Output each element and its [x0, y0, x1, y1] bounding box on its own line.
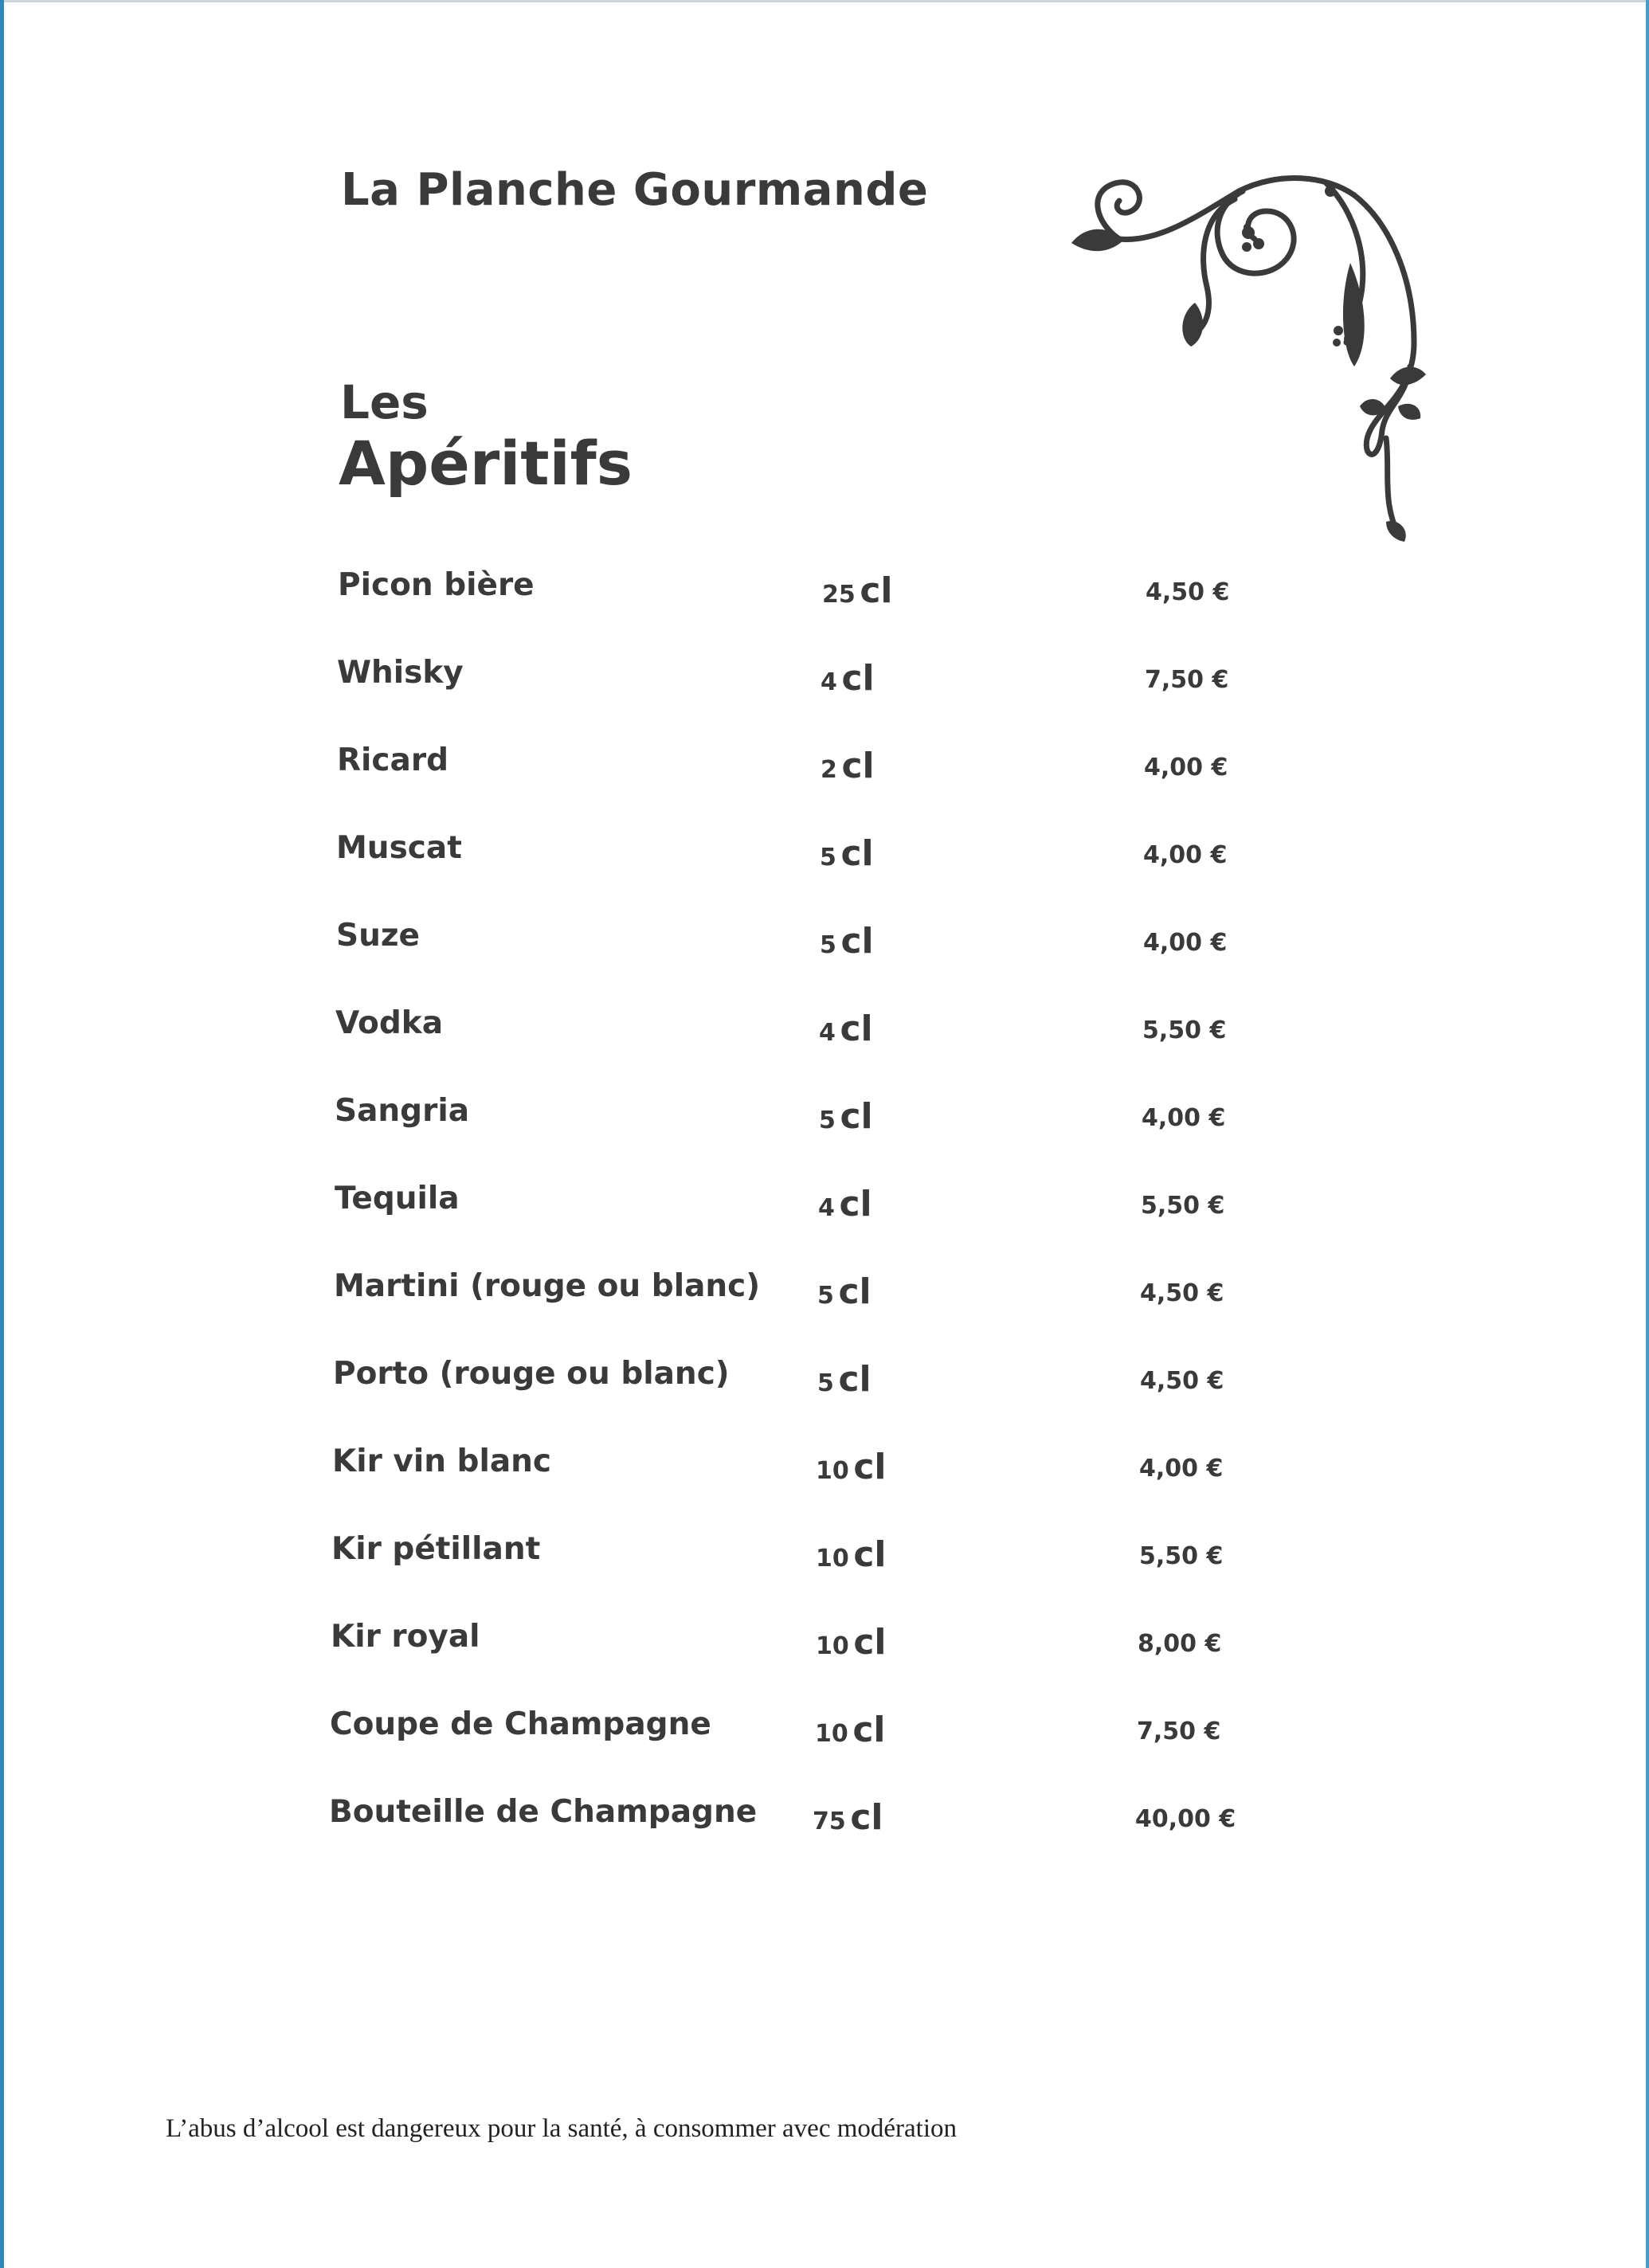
- volume-number: 4: [821, 668, 837, 696]
- section-heading-aperitifs: Apéritifs: [339, 428, 633, 499]
- volume-number: 25: [822, 581, 856, 609]
- volume-number: 5: [817, 1282, 834, 1310]
- item-volume: [821, 658, 875, 699]
- menu-row: [0, 830, 1649, 894]
- item-volume: [820, 833, 874, 874]
- volume-number: 4: [819, 1019, 836, 1047]
- item-price: 4,50 €: [1140, 1279, 1224, 1307]
- menu-row: [0, 918, 1649, 981]
- item-name: Kir pétillant: [331, 1531, 541, 1567]
- item-price: 8,00 €: [1138, 1630, 1222, 1658]
- volume-number: 10: [816, 1632, 849, 1660]
- item-price: 40,00 €: [1135, 1805, 1236, 1833]
- volume-unit: cl: [840, 1009, 873, 1049]
- volume-unit: cl: [839, 1184, 872, 1224]
- item-volume: [821, 746, 875, 786]
- item-name: Bouteille de Champagne: [329, 1794, 758, 1830]
- volume-number: 10: [816, 1457, 849, 1485]
- volume-number: 75: [813, 1808, 846, 1835]
- volume-unit: cl: [838, 1271, 872, 1312]
- volume-number: 10: [816, 1545, 849, 1573]
- volume-number: 5: [820, 931, 836, 959]
- item-name: Vodka: [335, 1005, 444, 1041]
- item-price: 4,00 €: [1144, 754, 1228, 781]
- item-name: Porto (rouge ou blanc): [333, 1356, 730, 1392]
- item-name: Tequila: [335, 1181, 460, 1216]
- footer-health-warning: L’abus d’alcool est dangereux pour la santé, à consommer avec modération: [166, 2114, 958, 2143]
- item-volume: [813, 1797, 883, 1838]
- item-name: Ricard: [337, 742, 448, 778]
- volume-unit: cl: [841, 658, 875, 699]
- item-volume: [818, 1184, 872, 1224]
- item-price: 4,50 €: [1146, 578, 1230, 606]
- item-price: 5,50 €: [1141, 1192, 1225, 1220]
- volume-unit: cl: [860, 570, 893, 611]
- item-volume: [819, 1096, 873, 1137]
- item-volume: [817, 1359, 872, 1400]
- item-price: 5,50 €: [1142, 1016, 1227, 1044]
- menu-row: [0, 1706, 1649, 1770]
- item-name: Kir vin blanc: [332, 1443, 552, 1479]
- menu-row: [0, 1181, 1649, 1244]
- volume-number: 2: [821, 756, 837, 784]
- volume-unit: cl: [840, 921, 874, 962]
- volume-unit: cl: [850, 1797, 883, 1838]
- item-price: 4,00 €: [1142, 1104, 1226, 1132]
- restaurant-name: La Planche Gourmande: [341, 164, 929, 216]
- item-volume: [816, 1447, 887, 1487]
- item-price: 5,50 €: [1139, 1542, 1224, 1570]
- volume-number: 5: [820, 844, 836, 872]
- menu-row: [0, 1005, 1649, 1069]
- volume-unit: cl: [853, 1534, 887, 1575]
- menu-row: [0, 567, 1649, 631]
- item-name: Martini (rouge ou blanc): [334, 1268, 761, 1304]
- item-price: 7,50 €: [1137, 1718, 1221, 1745]
- volume-unit: cl: [853, 1447, 887, 1487]
- menu-row: [0, 1093, 1649, 1157]
- item-name: Kir royal: [331, 1619, 480, 1655]
- menu-row: [0, 655, 1649, 719]
- item-name: Sangria: [335, 1093, 470, 1129]
- volume-unit: cl: [838, 1359, 872, 1400]
- item-volume: [819, 1009, 873, 1049]
- menu-row: [0, 1531, 1649, 1595]
- item-price: 7,50 €: [1145, 666, 1229, 694]
- volume-unit: cl: [841, 746, 875, 786]
- volume-unit: cl: [853, 1622, 887, 1663]
- item-name: Muscat: [336, 830, 462, 866]
- item-name: Whisky: [337, 655, 464, 691]
- item-volume: [817, 1271, 872, 1312]
- menu-row: [0, 1794, 1649, 1858]
- volume-number: 5: [817, 1369, 834, 1397]
- menu-row: [0, 1268, 1649, 1332]
- item-price: 4,00 €: [1139, 1455, 1224, 1483]
- menu-row: [0, 742, 1649, 806]
- item-name: Suze: [336, 918, 421, 954]
- menu-row: [0, 1356, 1649, 1420]
- menu-row: [0, 1443, 1649, 1507]
- item-volume: [820, 921, 874, 962]
- item-price: 4,00 €: [1143, 841, 1228, 869]
- volume-unit: cl: [840, 833, 874, 874]
- volume-number: 5: [819, 1107, 836, 1134]
- menu-row: [0, 1619, 1649, 1682]
- volume-unit: cl: [852, 1710, 886, 1750]
- item-volume: [816, 1534, 887, 1575]
- item-price: 4,00 €: [1143, 929, 1228, 957]
- volume-number: 4: [818, 1194, 835, 1222]
- item-volume: [815, 1710, 886, 1750]
- volume-number: 10: [815, 1720, 848, 1748]
- item-volume: [822, 570, 893, 611]
- item-volume: [816, 1622, 887, 1663]
- item-price: 4,50 €: [1140, 1367, 1224, 1395]
- volume-unit: cl: [840, 1096, 873, 1137]
- section-heading-les: Les: [340, 375, 429, 429]
- item-name: Picon bière: [338, 567, 535, 603]
- item-name: Coupe de Champagne: [330, 1706, 711, 1742]
